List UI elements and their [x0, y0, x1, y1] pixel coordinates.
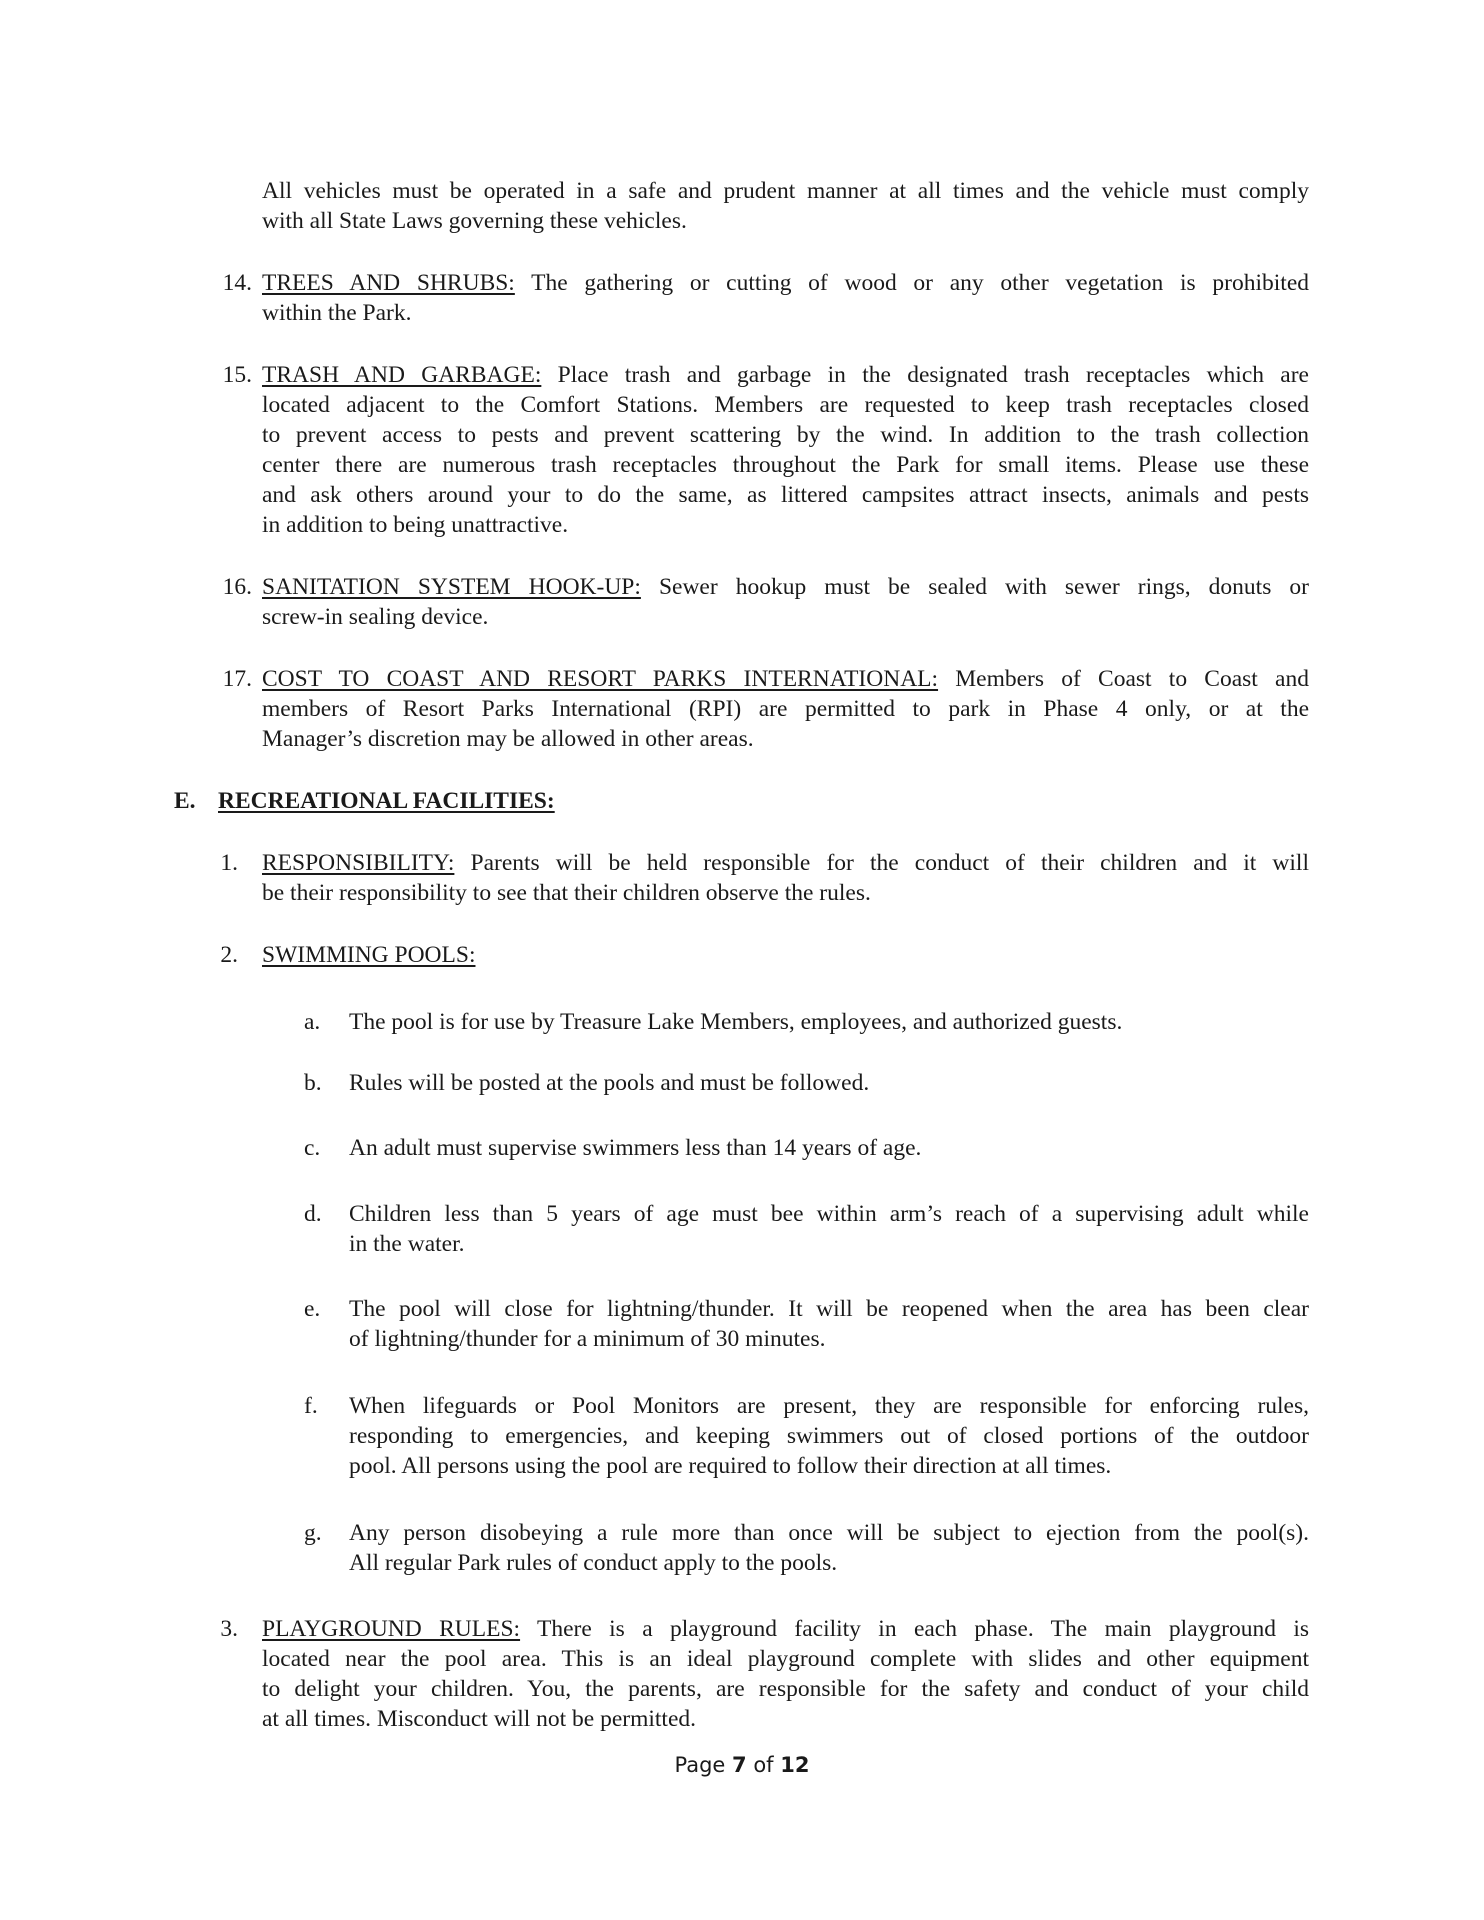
- e1-number: 1.: [220, 850, 238, 876]
- section-e-letter: E.: [174, 788, 196, 814]
- e3-line: at all times. Misconduct will not be permitted.: [262, 1706, 697, 1732]
- item-17-number: 17.: [222, 666, 252, 692]
- pool-rule-letter: g.: [304, 1520, 322, 1546]
- item-16-number: 16.: [222, 574, 252, 600]
- page-footer: [0, 1750, 1484, 1780]
- e2-number: 2.: [220, 942, 238, 968]
- item-14-first-text: The gathering or cutting of wood or any other vegetation is prohibited: [514, 270, 1309, 296]
- item-15-line: and ask others around your to do the same, as littered campsites attract insects, animals and pests: [262, 482, 1309, 508]
- intro-line-2: with all State Laws governing these vehicles.: [262, 208, 687, 234]
- pool-rule-letter: d.: [304, 1201, 322, 1227]
- item-15-line: center there are numerous trash receptacles throughout the Park for small items. Please use these: [262, 452, 1309, 478]
- e3-line: located near the pool area. This is an ideal playground complete with slides and other equipment: [262, 1646, 1309, 1672]
- item-15-line: to prevent access to pests and prevent scattering by the wind. In addition to the trash collection: [262, 422, 1309, 448]
- item-16-title: SANITATION SYSTEM HOOK-UP:: [262, 574, 641, 600]
- intro-line-1: All vehicles must be operated in a safe and prudent manner at all times and the vehicle must comply: [262, 178, 1309, 204]
- pool-rule-line: Children less than 5 years of age must bee within arm’s reach of a supervising adult while: [349, 1201, 1309, 1227]
- item-16-line: screw-in sealing device.: [262, 604, 489, 630]
- pool-rule-line: Any person disobeying a rule more than once will be subject to ejection from the pool(s).: [349, 1520, 1309, 1546]
- footer-current-page: 7: [732, 1753, 747, 1777]
- e1-first-line: [262, 848, 1309, 878]
- item-16-first-text: Sewer hookup must be sealed with sewer rings, donuts or: [640, 574, 1309, 600]
- item-17-line: members of Resort Parks International (RPI) are permitted to park in Phase 4 only, or at the: [262, 696, 1309, 722]
- pool-rule-line: The pool will close for lightning/thunder. It will be reopened when the area has been clear: [349, 1296, 1309, 1322]
- e3-number: 3.: [220, 1616, 238, 1642]
- item-15-line: in addition to being unattractive.: [262, 512, 569, 538]
- e2-title: SWIMMING POOLS:: [262, 942, 476, 968]
- item-17-first-line: [262, 664, 1309, 694]
- pool-rule-letter: c.: [304, 1135, 321, 1161]
- pool-rule-line: When lifeguards or Pool Monitors are present, they are responsible for enforcing rules,: [349, 1393, 1309, 1419]
- pool-rule-line: An adult must supervise swimmers less than 14 years of age.: [349, 1135, 922, 1161]
- pool-rule-letter: b.: [304, 1070, 322, 1096]
- item-15-first-line: [262, 360, 1309, 390]
- item-17-line: Manager’s discretion may be allowed in other areas.: [262, 726, 754, 752]
- pool-rule-letter: e.: [304, 1296, 321, 1322]
- e1-title: RESPONSIBILITY:: [262, 850, 455, 876]
- pool-rule-line: The pool is for use by Treasure Lake Members, employees, and authorized guests.: [349, 1009, 1123, 1035]
- e3-first-line: [262, 1614, 1309, 1644]
- item-14-title: TREES AND SHRUBS:: [262, 270, 515, 296]
- item-17-first-text: Members of Coast to Coast and: [938, 666, 1309, 692]
- pool-rule-line: Rules will be posted at the pools and must be followed.: [349, 1070, 870, 1096]
- item-14-first-line: [262, 268, 1309, 298]
- item-17-title: COST TO COAST AND RESORT PARKS INTERNATIONAL:: [262, 666, 939, 692]
- item-15-line: located adjacent to the Comfort Stations. Members are requested to keep trash receptacles closed: [262, 392, 1309, 418]
- pool-rule-line: in the water.: [349, 1231, 465, 1257]
- pool-rule-line: of lightning/thunder for a minimum of 30 minutes.: [349, 1326, 826, 1352]
- pool-rule-letter: a.: [304, 1009, 321, 1035]
- item-15-number: 15.: [222, 362, 252, 388]
- pool-rule-letter: f.: [304, 1393, 318, 1419]
- e3-line: to delight your children. You, the parents, are responsible for the safety and conduct of your child: [262, 1676, 1309, 1702]
- e3-title: PLAYGROUND RULES:: [262, 1616, 521, 1642]
- pool-rule-line: responding to emergencies, and keeping swimmers out of closed portions of the outdoor: [349, 1423, 1309, 1449]
- section-e-title: RECREATIONAL FACILITIES:: [218, 788, 555, 814]
- item-14-number: 14.: [222, 270, 252, 296]
- item-15-first-text: Place trash and garbage in the designated trash receptacles which are: [541, 362, 1309, 388]
- item-16-first-line: [262, 572, 1309, 602]
- footer-middle: of: [746, 1753, 781, 1777]
- pool-rule-line: pool. All persons using the pool are required to follow their direction at all times.: [349, 1453, 1112, 1479]
- e3-first-text: There is a playground facility in each phase. The main playground is: [520, 1616, 1309, 1642]
- item-14-line: within the Park.: [262, 300, 412, 326]
- e1-first-text: Parents will be held responsible for the conduct of their children and it will: [454, 850, 1309, 876]
- item-15-title: TRASH AND GARBAGE:: [262, 362, 542, 388]
- pool-rule-line: All regular Park rules of conduct apply to the pools.: [349, 1550, 838, 1576]
- footer-prefix: Page: [674, 1753, 733, 1777]
- e1-line: be their responsibility to see that their children observe the rules.: [262, 880, 871, 906]
- footer-total-pages: 12: [780, 1753, 810, 1777]
